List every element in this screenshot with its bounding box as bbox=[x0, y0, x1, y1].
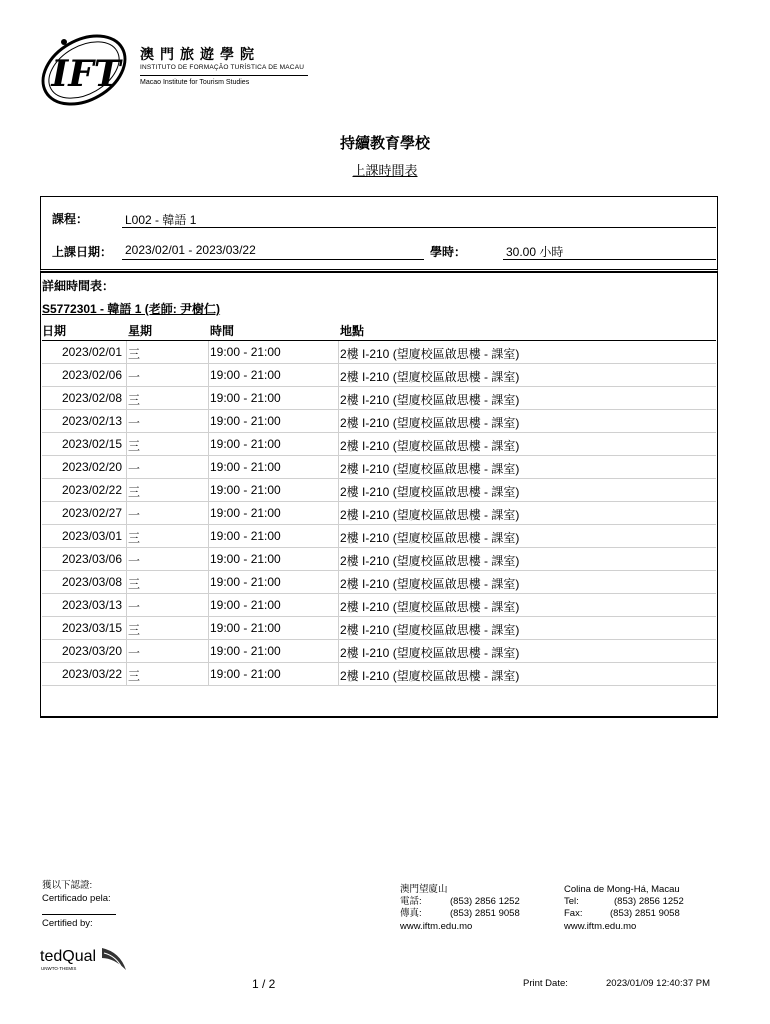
address-pt: Colina de Mong-Há, Macau bbox=[564, 884, 680, 895]
row-location: 2樓 I-210 (望廈校區啟思樓 - 課室) bbox=[340, 577, 520, 591]
row-date: 2023/02/20 bbox=[61, 460, 122, 474]
row-time: 19:00 - 21:00 bbox=[210, 460, 281, 474]
row-day: 一 bbox=[128, 646, 141, 660]
row-location: 2樓 I-210 (望廈校區啟思樓 - 課室) bbox=[340, 623, 520, 637]
row-date: 2023/02/22 bbox=[61, 483, 122, 497]
row-date: 2023/02/15 bbox=[61, 437, 122, 451]
table-row bbox=[42, 410, 716, 433]
table-row bbox=[42, 341, 716, 364]
row-day: 一 bbox=[128, 462, 141, 476]
row-date: 2023/03/20 bbox=[61, 644, 122, 658]
class-group-title: S5772301 - 韓語 1 (老師: 尹樹仁) bbox=[42, 302, 221, 316]
row-day: 一 bbox=[128, 416, 141, 430]
row-time: 19:00 - 21:00 bbox=[210, 575, 281, 589]
institute-name-pt: INSTITUTO DE FORMAÇÃO TURÍSTICA DE MACAU bbox=[140, 64, 305, 71]
row-location: 2樓 I-210 (望廈校區啟思樓 - 課室) bbox=[340, 485, 520, 499]
row-date: 2023/02/27 bbox=[61, 506, 122, 520]
page-subtitle: 上課時間表 bbox=[352, 163, 418, 178]
table-row bbox=[42, 433, 716, 456]
row-time: 19:00 - 21:00 bbox=[210, 552, 281, 566]
row-location: 2樓 I-210 (望廈校區啟思樓 - 課室) bbox=[340, 600, 520, 614]
certified-by-cn: 獲以下認證: bbox=[42, 880, 93, 891]
table-row bbox=[42, 594, 716, 617]
table-row bbox=[42, 617, 716, 640]
course-info-box bbox=[40, 196, 718, 272]
row-location: 2樓 I-210 (望廈校區啟思樓 - 課室) bbox=[340, 531, 520, 545]
schedule-section-title: 詳細時間表： bbox=[42, 279, 115, 293]
row-day: 三 bbox=[128, 531, 141, 545]
row-date: 2023/02/01 bbox=[61, 345, 122, 359]
row-day: 三 bbox=[128, 439, 141, 453]
row-date: 2023/03/06 bbox=[61, 552, 122, 566]
row-date: 2023/03/01 bbox=[61, 529, 122, 543]
print-date-label: Print Date: bbox=[523, 978, 568, 989]
institute-divider bbox=[140, 75, 308, 76]
row-day: 三 bbox=[128, 623, 141, 637]
hours-underline bbox=[503, 259, 716, 260]
website-cn[interactable]: www.iftm.edu.mo bbox=[400, 921, 473, 932]
row-location: 2樓 I-210 (望廈校區啟思樓 - 課室) bbox=[340, 370, 520, 384]
row-time: 19:00 - 21:00 bbox=[210, 621, 281, 635]
fax-label-pt: Fax: bbox=[564, 908, 583, 919]
dates-value: 2023/02/01 - 2023/03/22 bbox=[125, 243, 256, 257]
row-location: 2樓 I-210 (望廈校區啟思樓 - 課室) bbox=[340, 646, 520, 660]
row-day: 一 bbox=[128, 600, 141, 614]
row-time: 19:00 - 21:00 bbox=[210, 644, 281, 658]
row-date: 2023/03/22 bbox=[61, 667, 122, 681]
row-location: 2樓 I-210 (望廈校區啟思樓 - 課室) bbox=[340, 554, 520, 568]
row-location: 2樓 I-210 (望廈校區啟思樓 - 課室) bbox=[340, 347, 520, 361]
row-time: 19:00 - 21:00 bbox=[210, 506, 281, 520]
row-time: 19:00 - 21:00 bbox=[210, 598, 281, 612]
dates-label: 上課日期： bbox=[52, 245, 113, 259]
row-time: 19:00 - 21:00 bbox=[210, 529, 281, 543]
certified-by-pt: Certificado pela: bbox=[42, 893, 111, 904]
institute-name-en: Macao Institute for Tourism Studies bbox=[140, 79, 250, 86]
certified-by-en: Certified by: bbox=[42, 918, 93, 929]
table-row bbox=[42, 548, 716, 571]
tel-pt: (853) 2856 1252 bbox=[614, 896, 684, 907]
row-time: 19:00 - 21:00 bbox=[210, 345, 281, 359]
column-header-date: 日期 bbox=[42, 324, 67, 338]
row-time: 19:00 - 21:00 bbox=[210, 368, 281, 382]
website-pt[interactable]: www.iftm.edu.mo bbox=[564, 921, 637, 932]
print-date: 2023/01/09 12:40:37 PM bbox=[606, 978, 711, 989]
row-day: 三 bbox=[128, 485, 141, 499]
row-location: 2樓 I-210 (望廈校區啟思樓 - 課室) bbox=[340, 508, 520, 522]
tel-label-pt: Tel: bbox=[564, 896, 579, 907]
row-day: 一 bbox=[128, 370, 141, 384]
address-cn: 澳門望廈山 bbox=[400, 884, 448, 895]
column-header-location: 地點 bbox=[340, 324, 365, 338]
row-date: 2023/03/15 bbox=[61, 621, 122, 635]
schedule-table bbox=[42, 341, 716, 686]
page-title: 持續教育學校 bbox=[339, 135, 430, 152]
row-time: 19:00 - 21:00 bbox=[210, 483, 281, 497]
fax-label-cn: 傳真: bbox=[400, 908, 422, 919]
row-location: 2樓 I-210 (望廈校區啟思樓 - 課室) bbox=[340, 393, 520, 407]
course-value: L002 - 韓語 1 bbox=[125, 213, 197, 227]
row-time: 19:00 - 21:00 bbox=[210, 414, 281, 428]
row-date: 2023/02/13 bbox=[61, 414, 122, 428]
svg-text:tedQual: tedQual bbox=[40, 948, 97, 965]
table-row bbox=[42, 364, 716, 387]
column-header-day: 星期 bbox=[128, 324, 153, 338]
row-day: 一 bbox=[128, 508, 141, 522]
row-date: 2023/03/08 bbox=[61, 575, 122, 589]
page-number: 1 / 2 bbox=[252, 977, 276, 991]
table-row bbox=[42, 571, 716, 594]
row-location: 2樓 I-210 (望廈校區啟思樓 - 課室) bbox=[340, 669, 520, 683]
row-location: 2樓 I-210 (望廈校區啟思樓 - 課室) bbox=[340, 462, 520, 476]
hours-label: 學時： bbox=[430, 245, 467, 259]
tel-cn: (853) 2856 1252 bbox=[450, 896, 520, 907]
ift-logo bbox=[36, 28, 136, 112]
tel-label-cn: 電話: bbox=[400, 896, 422, 907]
logo-mark: IFT bbox=[51, 53, 121, 95]
row-location: 2樓 I-210 (望廈校區啟思樓 - 課室) bbox=[340, 416, 520, 430]
course-label: 課程： bbox=[52, 212, 89, 226]
row-date: 2023/02/08 bbox=[61, 391, 122, 405]
row-time: 19:00 - 21:00 bbox=[210, 667, 281, 681]
row-day: 三 bbox=[128, 347, 141, 361]
fax-cn: (853) 2851 9058 bbox=[450, 908, 520, 919]
table-row bbox=[42, 479, 716, 502]
dates-underline bbox=[122, 259, 424, 260]
row-day: 三 bbox=[128, 393, 141, 407]
table-row bbox=[42, 387, 716, 410]
row-day: 三 bbox=[128, 577, 141, 591]
row-day: 三 bbox=[128, 669, 141, 683]
row-time: 19:00 - 21:00 bbox=[210, 391, 281, 405]
tedqual-logo bbox=[40, 944, 130, 974]
table-row bbox=[42, 640, 716, 663]
institute-name-cn: 澳門旅遊學院 bbox=[140, 46, 260, 62]
fax-pt: (853) 2851 9058 bbox=[610, 908, 680, 919]
hours-value: 30.00 小時 bbox=[506, 245, 564, 259]
table-row bbox=[42, 502, 716, 525]
course-underline bbox=[122, 227, 716, 228]
column-header-time: 時間 bbox=[210, 324, 235, 338]
row-day: 一 bbox=[128, 554, 141, 568]
svg-text:UNWTO·THEMIS: UNWTO·THEMIS bbox=[41, 966, 77, 971]
row-date: 2023/02/06 bbox=[61, 368, 122, 382]
table-row bbox=[42, 456, 716, 479]
row-location: 2樓 I-210 (望廈校區啟思樓 - 課室) bbox=[340, 439, 520, 453]
row-time: 19:00 - 21:00 bbox=[210, 437, 281, 451]
certification-divider bbox=[42, 914, 116, 915]
table-row bbox=[42, 663, 716, 686]
row-date: 2023/03/13 bbox=[61, 598, 122, 612]
table-row bbox=[42, 525, 716, 548]
